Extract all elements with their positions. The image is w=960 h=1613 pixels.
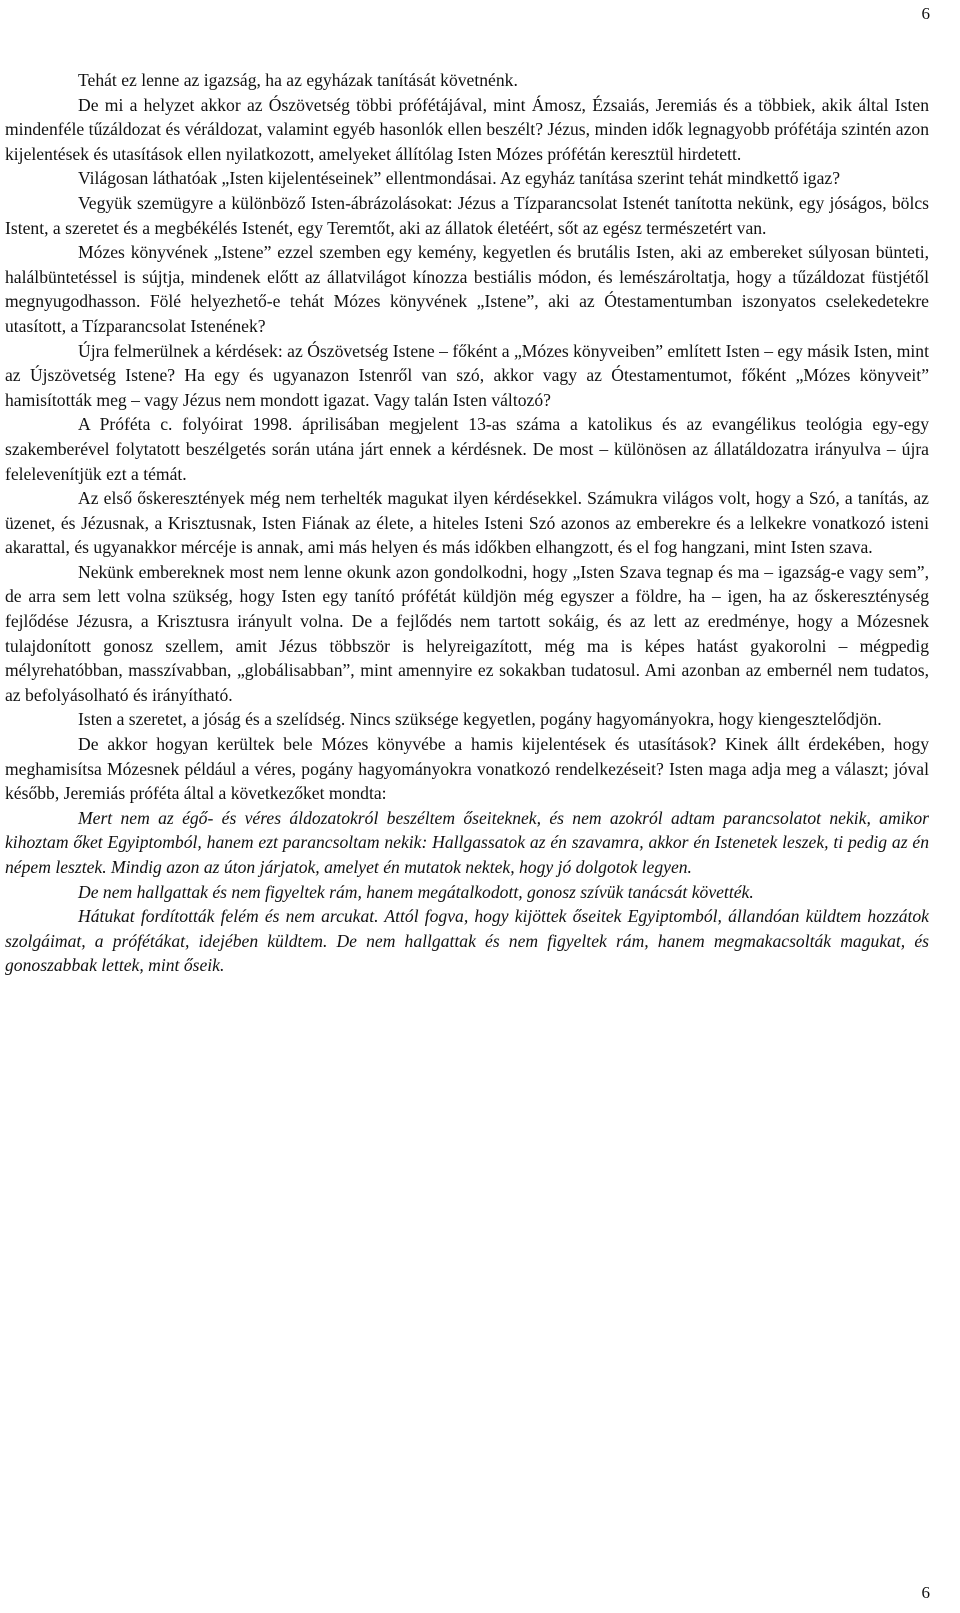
scripture-quote: Hátukat fordították felém és nem arcukat. Attól fogva, hogy kijöttek őseitek Egyiptomból, állandóan küldtem hozzátok szolgáimat, a prófétákat, idejében küldtem. De nem hallgattak és nem figyeltek rám, hanem megmakacsolták magukat, és gonoszabbak lettek, mint őseik. bbox=[5, 906, 929, 976]
paragraph: Nekünk embereknek most nem lenne okunk azon gondolkodni, hogy „Isten Szava tegnap és ma – igazság-e vagy sem”, de arra sem lett volna szükség, hogy Isten egy tanító prófétát küldjön még egyszer a földre, ha – igen, ha az őskereszténység fejlődése Jézusra, a Krisztusra irányult volna. De a fejlődés nem tartott sokáig, és az lett az eredménye, hogy a Mózesnek tulajdonított gonosz szellem, amit Jézus többször is helyreigazított, még ma is képes hatást gyakorolni – mégpedig mélyrehatóbban, masszívabban, „globálisabban”, mint amennyire ez sokakban tudatosul. Ami azonban az embernél nem tudatos, az befolyásolható és irányítható. bbox=[5, 561, 929, 705]
paragraph: Isten a szeretet, a jóság és a szelídség. Nincs szüksége kegyetlen, pogány hagyományokra, hogy kiengesztelődjön. bbox=[78, 709, 882, 730]
paragraph: Az első őskeresztények még nem terhelték magukat ilyen kérdésekkel. Számukra világos volt, hogy a Szó, a tanítás, az üzenet, és Jézusnak, a Krisztusnak, Isten Fiának az élete, a hiteles Isteni Szó azonos az emberekre és a lelkekre vonatkozó isteni akarattal, és ugyanakkor mércéje is annak, ami más helyen és más időkben elhangzott, és el fog hangzani, mint Isten szava. bbox=[5, 488, 929, 558]
paragraph: Mózes könyvének „Istene” ezzel szemben egy kemény, kegyetlen és brutális Isten, aki az embereket súlyosan bünteti, halálbüntetéssel is sújtja, mindenek előtt az állatvilágot kínozza bestiális módon, és lemészároltatja, hogy a tűzáldozat füstjétől megnyugodhasson. Fölé helyezhető-e tehát Mózes könyvének „Istene”, aki az Ótestamentumban iszonyatos cselekedetekre utasított, a Tízparancsolat Istenének? bbox=[5, 242, 929, 336]
paragraph: Tehát ez lenne az igazság, ha az egyházak tanítását követnénk. bbox=[78, 70, 518, 90]
page-number-bottom: 6 bbox=[921, 1583, 930, 1602]
paragraph: Újra felmerülnek a kérdések: az Ószövetség Istene – főként a „Mózes könyveiben” említett Isten – egy másik Isten, mint az Újszövetség Istene? Ha egy és ugyanazon Istenről van szó, akkor vagy az Ótestamentumot, főként „Mózes könyveit” hamisították meg – vagy Jézus nem mondott igazat. Vagy talán Isten változó? bbox=[5, 340, 929, 410]
scripture-quote: De nem hallgattak és nem figyeltek rám, hanem megátalkodott, gonosz szívük tanácsát követték. bbox=[78, 881, 754, 902]
paragraph: De akkor hogyan kerültek bele Mózes könyvébe a hamis kijelentések és utasítások? Kinek állt érdekében, hogy meghamisítsa Mózesnek például a véres, pogány hagyományokra vonatkozó rendelkezéseit? Isten maga adja meg a választ; jóval később, Jeremiás próféta által a következőket mondta: bbox=[5, 734, 929, 804]
scripture-quote: Mert nem az égő- és véres áldozatokról beszéltem őseiteknek, és nem azokról adtam parancsolatot nekik, amikor kihoztam őket Egyiptomból, hanem ezt parancsoltam nekik: Hallgassatok az én szavamra, akkor én Istenetek leszek, ti pedig az én népem lesztek. Mindig azon az úton járjatok, amelyet én mutatok nektek, hogy jó dolgotok legyen. bbox=[5, 807, 929, 877]
document-body bbox=[5, 68, 929, 978]
paragraph: A Próféta c. folyóirat 1998. áprilisában megjelent 13-as száma a katolikus és az evangélikus teológia egy-egy szakemberével folytatott beszélgetés során utána járt ennek a kérdésnek. De most – különösen az állatáldozatra irányulva – újra felelevenítjük ezt a témát. bbox=[5, 414, 929, 484]
paragraph: Világosan láthatóak „Isten kijelentéseinek” ellentmondásai. Az egyház tanítása szerint tehát mindkettő igaz? bbox=[78, 168, 841, 189]
paragraph: Vegyük szemügyre a különböző Isten-ábrázolásokat: Jézus a Tízparancsolat Istenét tanította nekünk, egy jóságos, bölcs Istent, a szeretet és a megbékélés Istenét, egy Teremtőt, aki az állatok életéért, sőt az egész természetért van. bbox=[5, 192, 929, 238]
paragraph: De mi a helyzet akkor az Ószövetség többi prófétájával, mint Ámosz, Ézsaiás, Jeremiás és a többiek, akik által Isten mindenféle tűzáldozat és véráldozat, valamint egyéb hasonlók ellen beszélt? Jézus, minden idők legnagyobb prófétája szintén azon kijelentések és utasítások ellen nyilatkozott, amelyeket állítólag Isten Mózes prófétán keresztül hirdetett. bbox=[5, 94, 929, 164]
page-number-top: 6 bbox=[921, 4, 930, 23]
